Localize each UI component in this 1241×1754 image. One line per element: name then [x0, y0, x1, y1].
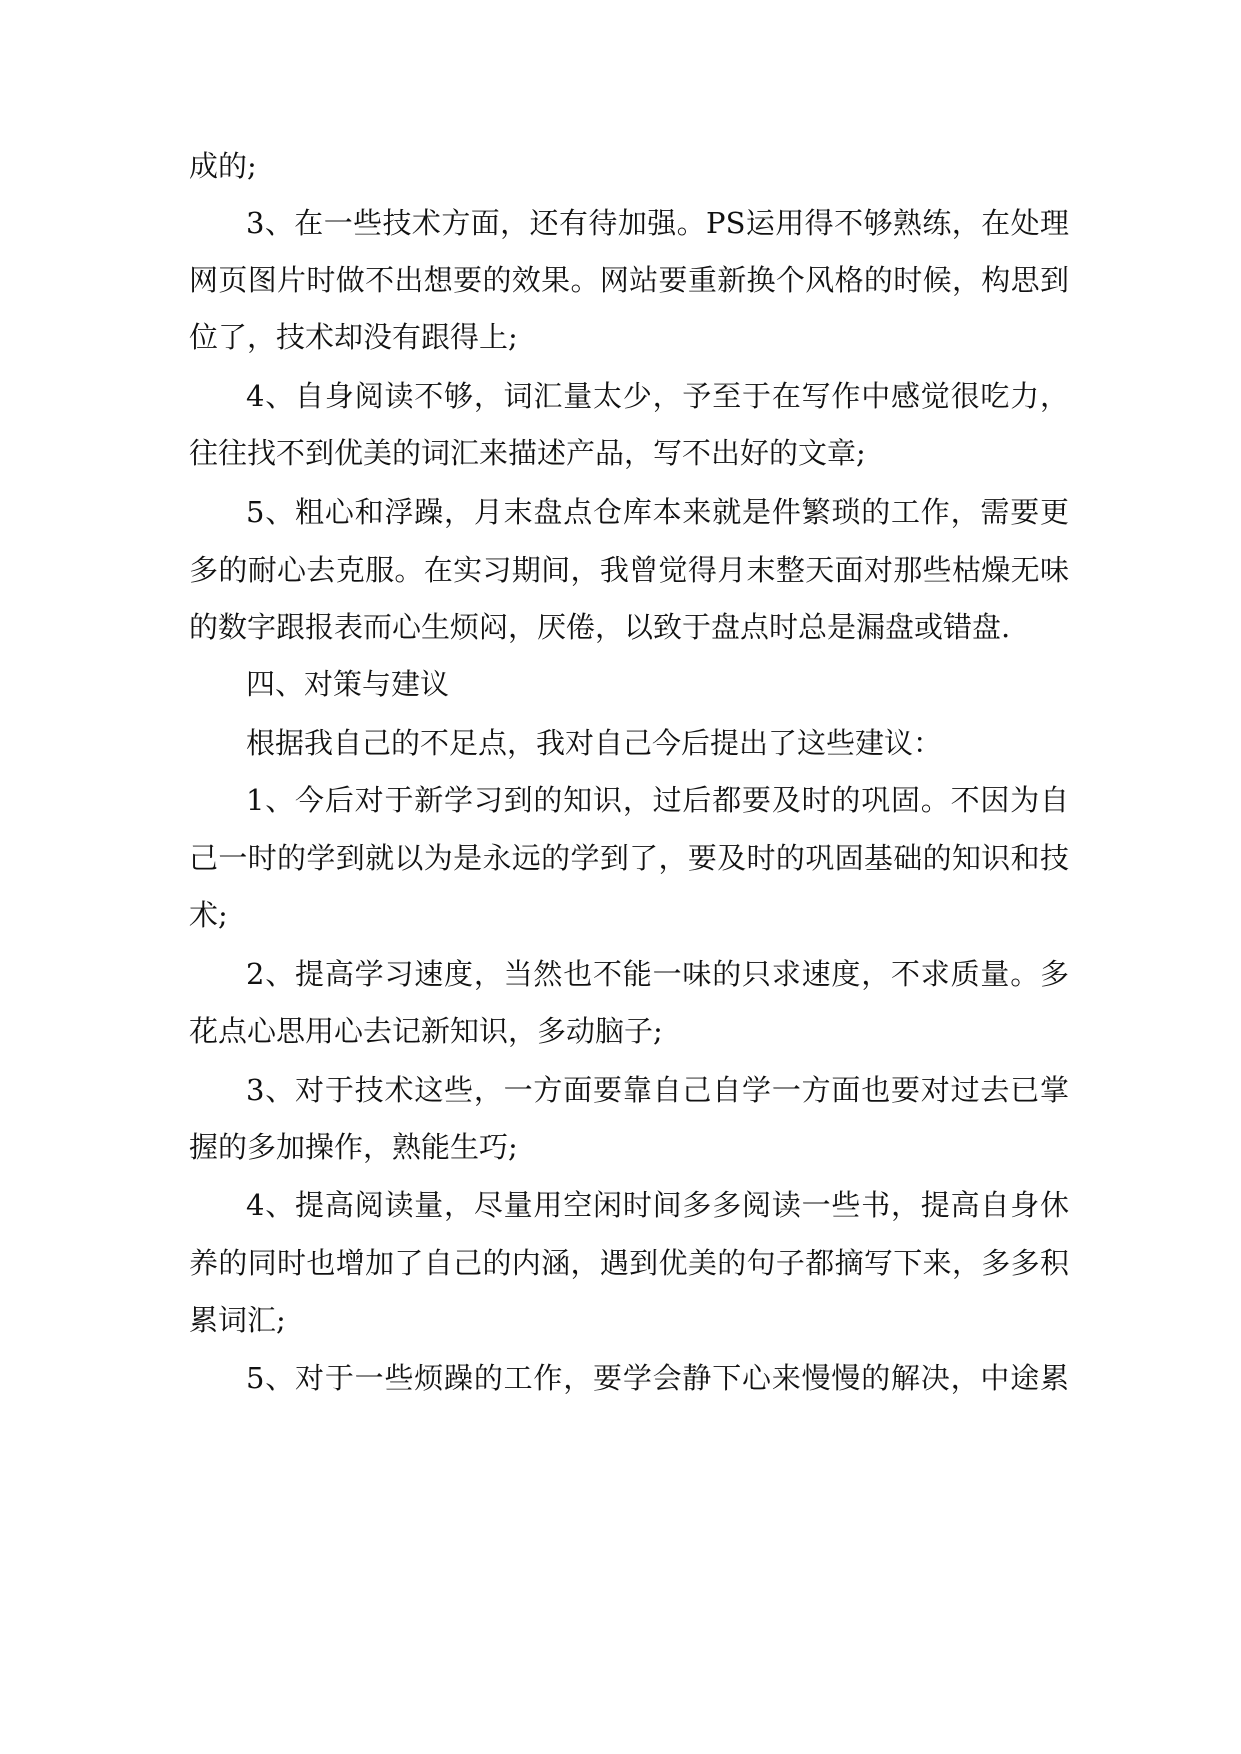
text-line: 2、提高学习速度，当然也不能一味的只求速度，不求质量。多: [246, 957, 1069, 991]
text-line: 4、提高阅读量，尽量用空闲时间多多阅读一些书，提高自身休: [246, 1188, 1069, 1222]
text-line: 的数字跟报表而心生烦闷，厌倦，以致于盘点时总是漏盘或错盘.: [189, 610, 1011, 644]
text-line: 根据我自己的不足点，我对自己今后提出了这些建议：: [246, 726, 943, 760]
text-line: 3、在一些技术方面，还有待加强。PS运用得不够熟练，在处理: [246, 206, 1069, 240]
section-heading: 四、对策与建议: [246, 667, 450, 701]
text-line: 多的耐心去克服。在实习期间，我曾觉得月末整天面对那些枯燥无味: [189, 553, 1069, 587]
text-line: 3、对于技术这些，一方面要靠自己自学一方面也要对过去已掌: [246, 1073, 1069, 1107]
text-line: 养的同时也增加了自己的内涵，遇到优美的句子都摘写下来，多多积: [189, 1246, 1069, 1280]
text-line: 4、自身阅读不够，词汇量太少，予至于在写作中感觉很吃力，: [246, 379, 1069, 413]
text-line: 术;: [189, 898, 228, 932]
text-line: 成的;: [189, 149, 257, 183]
text-line: 累词汇;: [189, 1303, 286, 1337]
text-line: 位了，技术却没有跟得上;: [189, 320, 518, 354]
text-line: 往往找不到优美的词汇来描述产品，写不出好的文章;: [189, 436, 866, 470]
text-line: 1、今后对于新学习到的知识，过后都要及时的巩固。不因为自: [246, 783, 1069, 817]
text-line: 网页图片时做不出想要的效果。网站要重新换个风格的时候，构思到: [189, 263, 1069, 297]
text-line: 己一时的学到就以为是永远的学到了，要及时的巩固基础的知识和技: [189, 841, 1069, 875]
text-line: 花点心思用心去记新知识，多动脑子;: [189, 1014, 663, 1048]
text-line: 握的多加操作，熟能生巧;: [189, 1130, 518, 1164]
text-line: 5、粗心和浮躁，月末盘点仓库本来就是件繁琐的工作，需要更: [246, 495, 1069, 529]
text-line: 5、对于一些烦躁的工作，要学会静下心来慢慢的解决，中途累: [246, 1361, 1069, 1395]
